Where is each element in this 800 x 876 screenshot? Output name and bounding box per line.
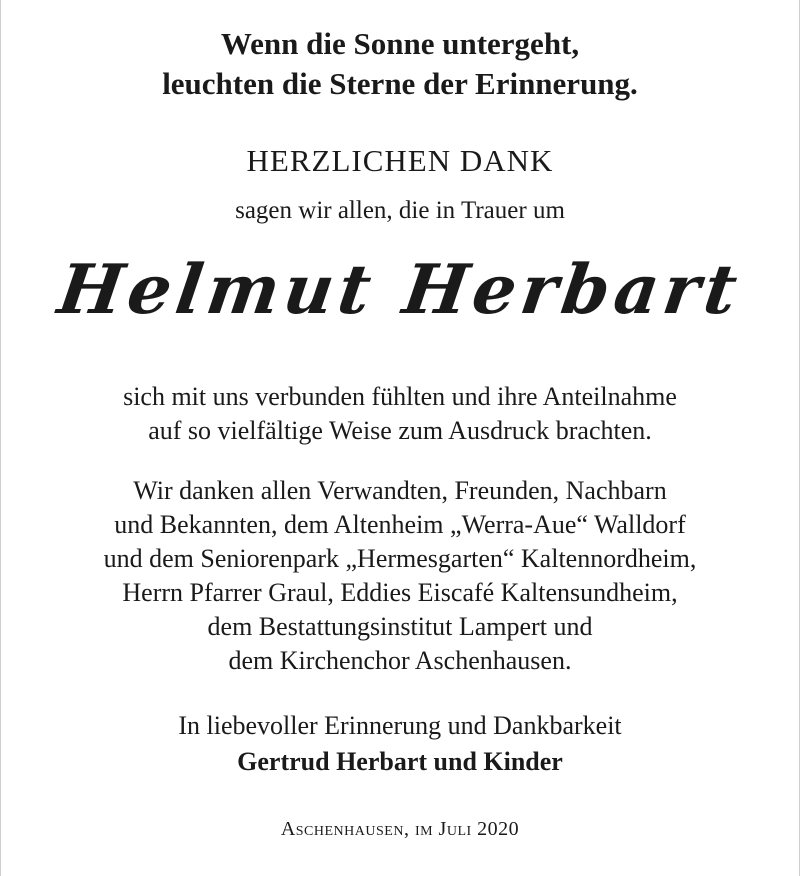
text-line: auf so vielfältige Weise zum Ausdruck brachten. <box>148 416 652 445</box>
acknowledgement-paragraph <box>1 474 799 678</box>
deceased-name: Helmut Herbart <box>53 250 747 330</box>
motto-line-2: leuchten die Sterne der Erinnerung. <box>162 66 638 101</box>
text-line: und Bekannten, dem Altenheim „Werra-Aue“ Walldorf <box>114 510 686 539</box>
text-line: sich mit uns verbunden fühlten und ihre Anteilnahme <box>123 382 677 411</box>
text-line: dem Bestattungsinstitut Lampert und <box>207 612 593 641</box>
closing-block <box>1 708 799 780</box>
motto <box>1 24 799 104</box>
signature: Gertrud Herbart und Kinder <box>237 747 563 776</box>
sympathy-paragraph <box>1 380 799 448</box>
thanks-heading: HERZLICHEN DANK <box>246 143 554 178</box>
intro-text: sagen wir allen, die in Trauer um <box>235 197 565 224</box>
motto-line-1: Wenn die Sonne untergeht, <box>220 26 580 61</box>
text-line: dem Kirchenchor Aschenhausen. <box>228 646 572 675</box>
text-line: Wir danken allen Verwandten, Freunden, Nachbarn <box>133 476 667 505</box>
place-and-date: Aschenhausen, im Juli 2020 <box>280 818 520 840</box>
closing-text: In liebevoller Erinnerung und Dankbarkeit <box>178 711 622 740</box>
text-line: und dem Seniorenpark „Hermesgarten“ Kaltennordheim, <box>103 544 697 573</box>
text-line: Herrn Pfarrer Graul, Eddies Eiscafé Kaltensundheim, <box>122 578 678 607</box>
